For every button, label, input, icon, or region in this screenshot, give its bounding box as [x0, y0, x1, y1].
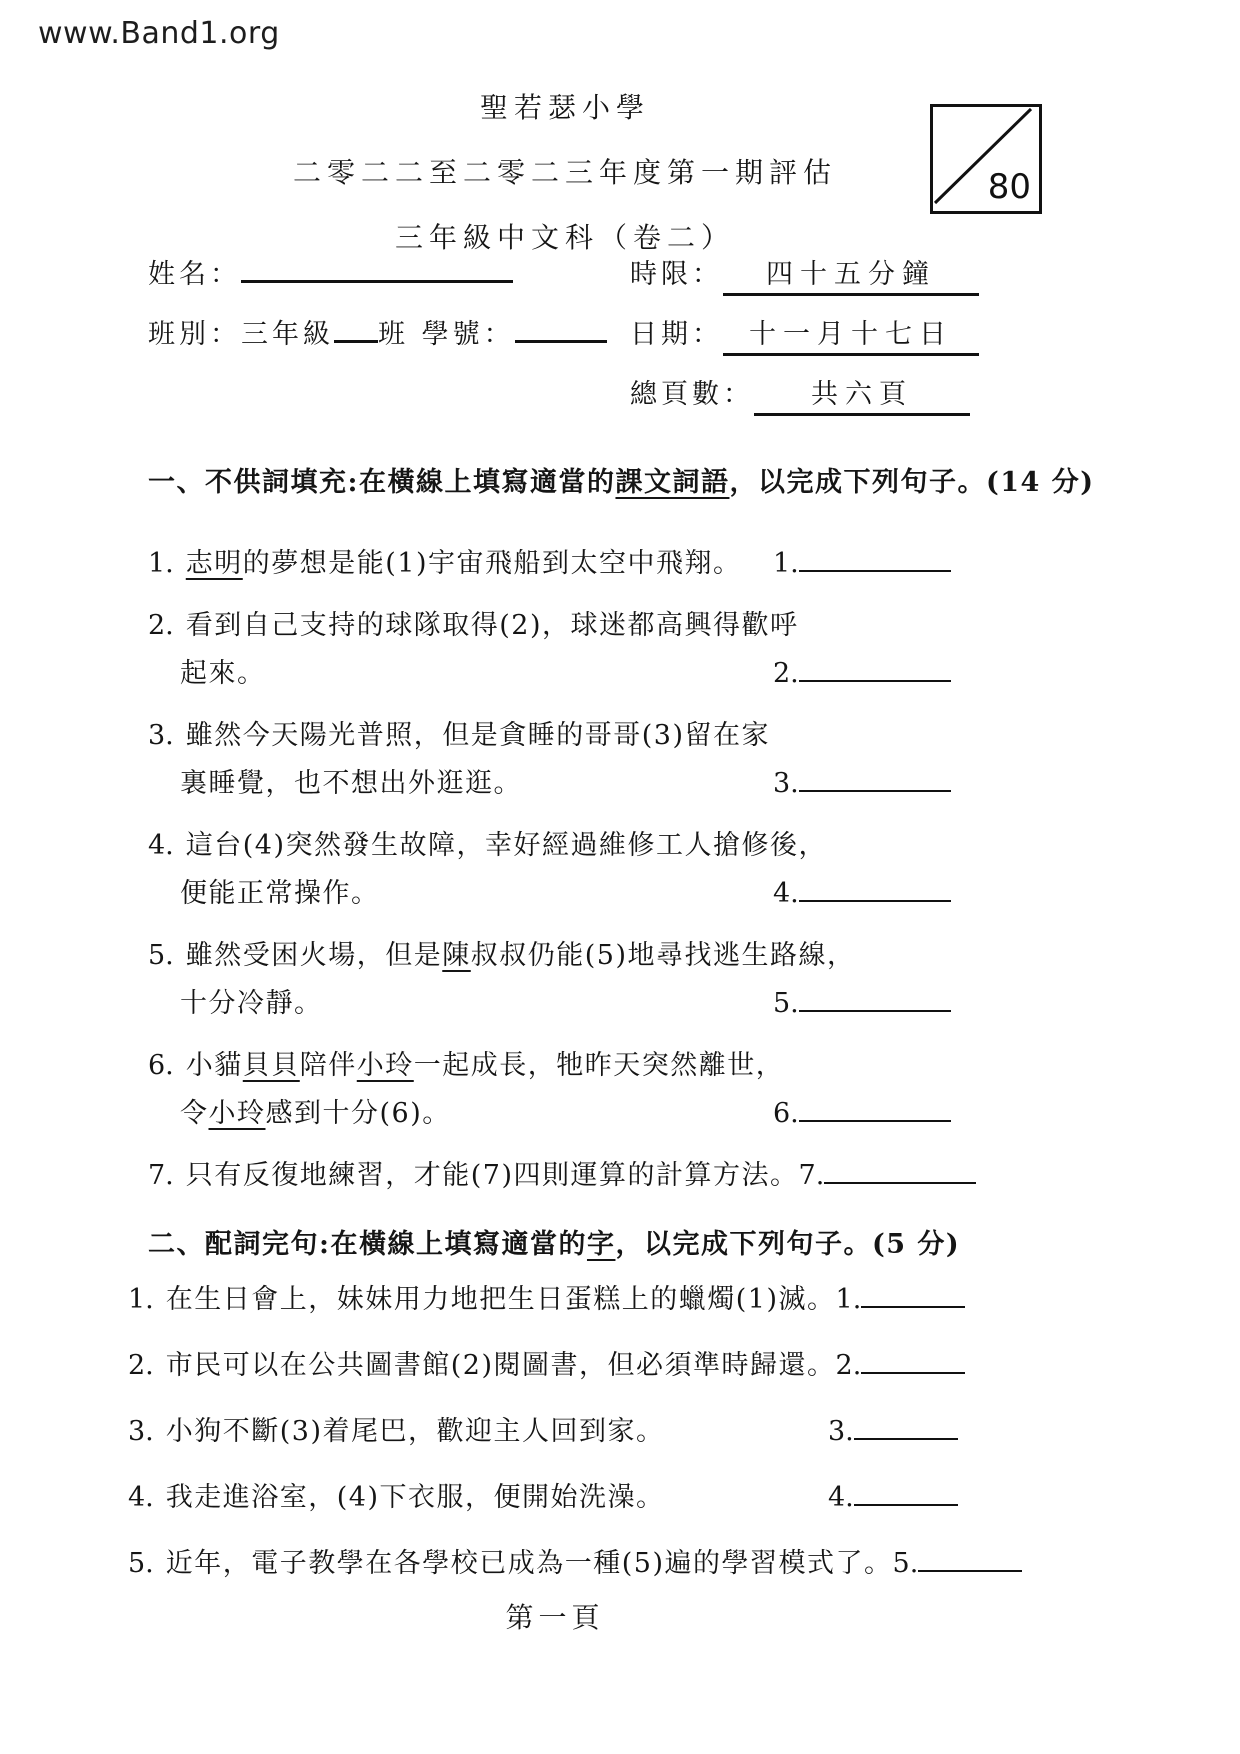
total-pages-value: 共六頁 — [754, 372, 970, 416]
answer-slot-2: 2. — [773, 650, 978, 698]
question-text: 近年，電子教學在各學校已成為一種(5)遍的學習模式了。 — [165, 1548, 893, 1579]
s2-question-2: 2. 市民可以在公共圖書館(2)閱圖書，但必須準時歸還。 2. — [128, 1346, 978, 1386]
section2-question-list — [128, 1280, 978, 1610]
class-label: 班別：三年級 — [148, 319, 334, 350]
answer-slot-5: 5. — [773, 980, 978, 1028]
question-text: 雖然今天陽光普照，但是貪睡的哥哥(3)留在家 — [185, 720, 771, 751]
date-label: 日期： — [630, 319, 723, 350]
date-field — [630, 312, 979, 356]
section1-title-underlined-term: 課文詞語 — [615, 467, 730, 498]
answer-blank — [799, 984, 951, 1012]
answer-slot-7: 7. — [799, 1152, 1004, 1200]
s1-question-6: 6. 小貓貝貝陪伴小玲一起成長，牠昨天突然離世， 令小玲感到十分(6)。 6. — [148, 1042, 978, 1138]
s1-question-3: 3. 雖然今天陽光普照，但是貪睡的哥哥(3)留在家 裏睡覺，也不想出外逛逛。 3. — [148, 712, 978, 808]
student-no-blank — [515, 314, 607, 343]
question-text: 市民可以在公共圖書館(2)閱圖書，但必須準時歸還。 — [165, 1350, 836, 1381]
s2-question-4: 4. 我走進浴室，(4)下衣服，便開始洗澡。 4. — [128, 1478, 978, 1518]
score-value: 80 — [987, 167, 1031, 207]
watermark-url: www.Band1.org — [38, 16, 280, 51]
question-text: 十分冷靜。 — [180, 988, 323, 1019]
question-text: 便能正常操作。 — [180, 878, 380, 909]
section1-question-list — [148, 540, 978, 1214]
total-pages-label: 總頁數： — [630, 379, 754, 410]
answer-slot-1: 1. — [836, 1280, 986, 1320]
time-value: 四十五分鐘 — [723, 252, 979, 296]
answer-blank — [854, 1412, 958, 1440]
time-label: 時限： — [630, 259, 723, 290]
answer-slot-3: 3. — [828, 1412, 978, 1452]
answer-slot-4: 4. — [828, 1478, 978, 1518]
question-text: 雖然受困火場，但是陳叔叔仍能(5)地尋找逃生路線， — [185, 940, 856, 971]
answer-blank — [799, 764, 951, 792]
s2-question-3: 3. 小狗不斷(3)着尾巴，歡迎主人回到家。 3. — [128, 1412, 978, 1452]
total-pages-field — [630, 372, 970, 416]
name-field — [148, 252, 513, 291]
answer-blank — [854, 1478, 958, 1506]
question-text: 志明的夢想是能(1)宇宙飛船到太空中飛翔。 — [185, 548, 742, 579]
section2-title: 二、配詞完句:在橫線上填寫適當的字，以完成下列句子。(5 分) — [148, 1229, 961, 1260]
answer-blank — [918, 1544, 1022, 1572]
class-blank — [334, 314, 378, 343]
s1-question-5: 5. 雖然受困火場，但是陳叔叔仍能(5)地尋找逃生路線， 十分冷靜。 5. — [148, 932, 978, 1028]
question-text: 我走進浴室，(4)下衣服，便開始洗澡。 — [165, 1482, 665, 1513]
answer-blank — [799, 1094, 951, 1122]
question-text: 小狗不斷(3)着尾巴，歡迎主人回到家。 — [165, 1416, 665, 1447]
answer-slot-6: 6. — [773, 1090, 978, 1138]
answer-slot-5: 5. — [893, 1544, 1043, 1584]
s1-question-7: 7. 只有反復地練習，才能(7)四則運算的計算方法。 7. — [148, 1152, 978, 1200]
answer-slot-3: 3. — [773, 760, 978, 808]
name-blank — [241, 254, 513, 283]
answer-slot-2: 2. — [836, 1346, 986, 1386]
answer-blank — [799, 544, 951, 572]
date-value: 十一月十七日 — [723, 312, 979, 356]
question-text: 起來。 — [180, 658, 266, 689]
answer-blank — [824, 1156, 976, 1184]
answer-blank — [861, 1280, 965, 1308]
s1-question-4: 4. 這台(4)突然發生故障，幸好經過維修工人搶修後， 便能正常操作。 4. — [148, 822, 978, 918]
question-text: 令小玲感到十分(6)。 — [180, 1098, 451, 1129]
name-label: 姓名： — [148, 259, 241, 290]
question-text: 小貓貝貝陪伴小玲一起成長，牠昨天突然離世， — [185, 1050, 785, 1081]
class-suffix: 班 — [378, 319, 409, 350]
question-text: 在生日會上，妹妹用力地把生日蛋糕上的蠟燭(1)滅。 — [165, 1284, 836, 1315]
question-text: 看到自己支持的球隊取得(2)，球迷都高興得歡呼 — [185, 610, 799, 641]
school-name: 聖若瑟小學 — [479, 91, 650, 124]
answer-blank — [799, 874, 951, 902]
answer-blank — [861, 1346, 965, 1374]
section2-title-underlined-term: 字 — [586, 1229, 616, 1260]
question-text: 裏睡覺，也不想出外逛逛。 — [180, 768, 522, 799]
score-box — [930, 104, 1042, 214]
answer-slot-1: 1. — [773, 540, 978, 588]
section1-title: 一、不供詞填充:在橫線上填寫適當的課文詞語，以完成下列句子。(14 分) — [148, 467, 1095, 498]
answer-blank — [799, 654, 951, 682]
student-no-label: 學號： — [421, 319, 515, 350]
s1-question-2: 2. 看到自己支持的球隊取得(2)，球迷都高興得歡呼 起來。 2. — [148, 602, 978, 698]
question-text: 這台(4)突然發生故障，幸好經過維修工人搶修後， — [185, 830, 828, 861]
page-number: 第一頁 — [505, 1601, 605, 1634]
exam-year-title: 二零二二至二零二三年度第一期評估 — [292, 156, 837, 189]
s2-question-5: 5. 近年，電子教學在各學校已成為一種(5)遍的學習模式了。 5. — [128, 1544, 978, 1584]
class-field — [148, 312, 607, 351]
question-text: 只有反復地練習，才能(7)四則運算的計算方法。 — [185, 1160, 799, 1191]
time-field — [630, 252, 979, 296]
s2-question-1: 1. 在生日會上，妹妹用力地把生日蛋糕上的蠟燭(1)滅。 1. — [128, 1280, 978, 1320]
paper-title: 三年級中文科（卷二） — [394, 221, 735, 254]
s1-question-1: 1. 志明的夢想是能(1)宇宙飛船到太空中飛翔。 1. — [148, 540, 978, 588]
answer-slot-4: 4. — [773, 870, 978, 918]
